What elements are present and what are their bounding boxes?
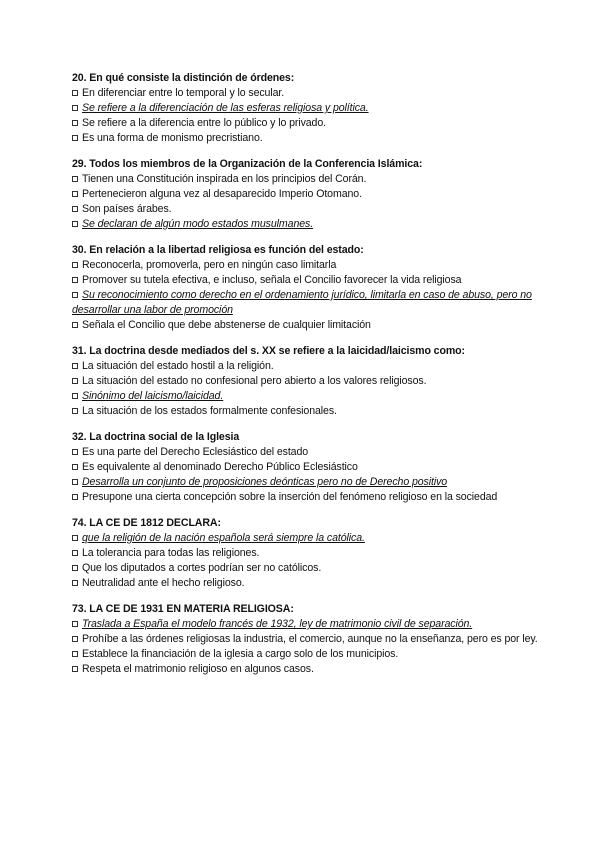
checkbox-icon (72, 550, 78, 556)
option-text: Que los diputados a cortes podrían ser no católicos. (82, 562, 322, 574)
option[interactable] (72, 460, 560, 475)
option[interactable] (72, 647, 560, 662)
checkbox-icon (72, 262, 78, 268)
option[interactable] (72, 86, 560, 101)
option[interactable] (72, 273, 560, 288)
option[interactable] (72, 359, 560, 374)
option-text: Promover su tutela efectiva, e incluso, señala el Concilio favorecer la vida religiosa (82, 274, 462, 286)
option[interactable] (72, 445, 560, 460)
option-correct[interactable] (72, 389, 560, 404)
question-73 (72, 602, 560, 677)
question-title: 30. En relación a la libertad religiosa es función del estado: (72, 244, 364, 256)
checkbox-icon (72, 292, 78, 298)
question-title: 32. La doctrina social de la Iglesia (72, 431, 240, 443)
option[interactable] (72, 116, 560, 131)
option[interactable] (72, 576, 560, 591)
option-correct[interactable] (72, 617, 560, 632)
option[interactable] (72, 374, 560, 389)
option-text: Se refiere a la diferenciación de las esferas religiosa y política. (82, 102, 369, 114)
option-text: Es equivalente al denominado Derecho Público Eclesiástico (82, 461, 358, 473)
question-31 (72, 344, 560, 419)
option-text: Prohíbe a las órdenes religiosas la industria, el comercio, aunque no la enseñanza, pero es por ley. (82, 633, 538, 645)
option[interactable] (72, 490, 560, 505)
option[interactable] (72, 546, 560, 561)
option[interactable] (72, 662, 560, 677)
option-correct[interactable] (72, 531, 560, 546)
checkbox-icon (72, 565, 78, 571)
question-74 (72, 516, 560, 591)
option-text: Desarrolla un conjunto de proposiciones deónticas pero no de Derecho positivo (82, 476, 448, 488)
checkbox-icon (72, 191, 78, 197)
question-title: 74. LA CE DE 1812 DECLARA: (72, 517, 221, 529)
checkbox-icon (72, 322, 78, 328)
checkbox-icon (72, 120, 78, 126)
option[interactable] (72, 258, 560, 273)
option-text: Señala el Concilio que debe abstenerse de cualquier limitación (82, 319, 371, 331)
option[interactable] (72, 561, 560, 576)
checkbox-icon (72, 621, 78, 627)
option-text: Es una forma de monismo precristiano. (82, 132, 263, 144)
checkbox-icon (72, 277, 78, 283)
checkbox-icon (72, 206, 78, 212)
option-text: Traslada a España el modelo francés de 1932, ley de matrimonio civil de separación. (82, 618, 473, 630)
option-text: Establece la financiación de la iglesia a cargo solo de los municipios. (82, 648, 399, 660)
checkbox-icon (72, 176, 78, 182)
question-title: 31. La doctrina desde mediados del s. XX se refiere a la laicidad/laicismo como: (72, 345, 465, 357)
question-title: 29. Todos los miembros de la Organización de la Conferencia Islámica: (72, 158, 423, 170)
option[interactable] (72, 172, 560, 187)
checkbox-icon (72, 479, 78, 485)
option-text: Pertenecieron alguna vez al desaparecido Imperio Otomano. (82, 188, 362, 200)
option-text: que la religión de la nación española será siempre la católica. (82, 532, 365, 544)
option[interactable] (72, 202, 560, 217)
option-text: Sinónimo del laicismo/laicidad. (82, 390, 224, 402)
option-text: La tolerancia para todas las religiones. (82, 547, 260, 559)
option-correct[interactable] (72, 288, 560, 318)
question-title: 20. En qué consiste la distinción de órdenes: (72, 72, 295, 84)
option-text: Respeta el matrimonio religioso en algunos casos. (82, 663, 314, 675)
question-title: 73. LA CE DE 1931 EN MATERIA RELIGIOSA: (72, 603, 294, 615)
option-text: Se declaran de algún modo estados musulmanes. (82, 218, 314, 230)
checkbox-icon (72, 408, 78, 414)
option-text: Presupone una cierta concepción sobre la inserción del fenómeno religioso en la sociedad (82, 491, 498, 503)
checkbox-icon (72, 378, 78, 384)
option[interactable] (72, 318, 560, 333)
checkbox-icon (72, 535, 78, 541)
option-correct[interactable] (72, 101, 560, 116)
option-text: La situación del estado no confesional pero abierto a los valores religiosos. (82, 375, 427, 387)
question-20 (72, 71, 560, 146)
checkbox-icon (72, 363, 78, 369)
checkbox-icon (72, 135, 78, 141)
checkbox-icon (72, 90, 78, 96)
checkbox-icon (72, 580, 78, 586)
option-text: La situación del estado hostil a la religión. (82, 360, 274, 372)
checkbox-icon (72, 464, 78, 470)
option-text: Neutralidad ante el hecho religioso. (82, 577, 245, 589)
option[interactable] (72, 187, 560, 202)
option[interactable] (72, 632, 560, 647)
checkbox-icon (72, 666, 78, 672)
option-text: Se refiere a la diferencia entre lo público y lo privado. (82, 117, 326, 129)
option-correct[interactable] (72, 475, 560, 490)
option-text: En diferenciar entre lo temporal y lo secular. (82, 87, 285, 99)
option-text: Es una parte del Derecho Eclesiástico del estado (82, 446, 309, 458)
checkbox-icon (72, 393, 78, 399)
checkbox-icon (72, 494, 78, 500)
checkbox-icon (72, 221, 78, 227)
option-correct[interactable] (72, 217, 560, 232)
option[interactable] (72, 404, 560, 419)
checkbox-icon (72, 651, 78, 657)
option-text: La situación de los estados formalmente confesionales. (82, 405, 337, 417)
option-text: Su reconocimiento como derecho en el ordenamiento jurídico, limitarla en caso de abuso, pero no desarrollar una labor de promoción (72, 289, 532, 316)
checkbox-icon (72, 636, 78, 642)
option-text: Tienen una Constitución inspirada en los principios del Corán. (82, 173, 367, 185)
question-32 (72, 430, 560, 505)
checkbox-icon (72, 105, 78, 111)
question-30 (72, 243, 560, 333)
option[interactable] (72, 131, 560, 146)
checkbox-icon (72, 449, 78, 455)
option-text: Reconocerla, promoverla, pero en ningún caso limitarla (82, 259, 337, 271)
option-text: Son países árabes. (82, 203, 172, 215)
question-29 (72, 157, 560, 232)
